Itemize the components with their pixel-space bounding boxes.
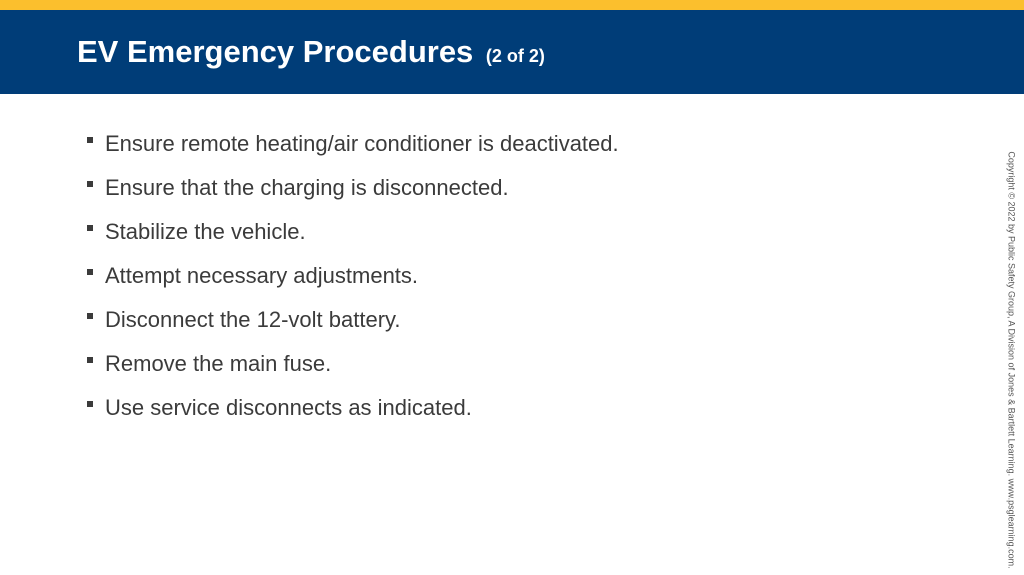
square-bullet-icon [87,137,93,143]
bullet-item [86,348,619,392]
bullet-item [86,172,619,216]
accent-stripe [0,0,1024,10]
slide-title [77,34,545,74]
bullet-list [86,128,619,436]
slide-title-text: EV Emergency Procedures [77,34,474,69]
square-bullet-icon [87,401,93,407]
bullet-item [86,304,619,348]
bullet-item [86,392,619,436]
bullet-item [86,128,619,172]
bullet-text: Remove the main fuse. [105,351,332,376]
square-bullet-icon [87,269,93,275]
bullet-item [86,216,619,260]
bullet-text: Ensure that the charging is disconnected. [105,175,509,200]
bullet-item [86,260,619,304]
copyright-notice: Copyright © 2022 by Public Safety Group, A Division of Jones & Bartlett Learning. www.psglearning.com. [1006,151,1017,569]
square-bullet-icon [87,181,93,187]
slide-title-suffix: (2 of 2) [485,46,545,66]
square-bullet-icon [87,357,93,363]
bullet-text: Disconnect the 12-volt battery. [105,307,401,332]
bullet-text: Stabilize the vehicle. [105,219,306,244]
bullet-text: Ensure remote heating/air conditioner is deactivated. [105,131,619,156]
bullet-text: Attempt necessary adjustments. [105,263,419,288]
square-bullet-icon [87,225,93,231]
square-bullet-icon [87,313,93,319]
bullet-text: Use service disconnects as indicated. [105,395,472,420]
